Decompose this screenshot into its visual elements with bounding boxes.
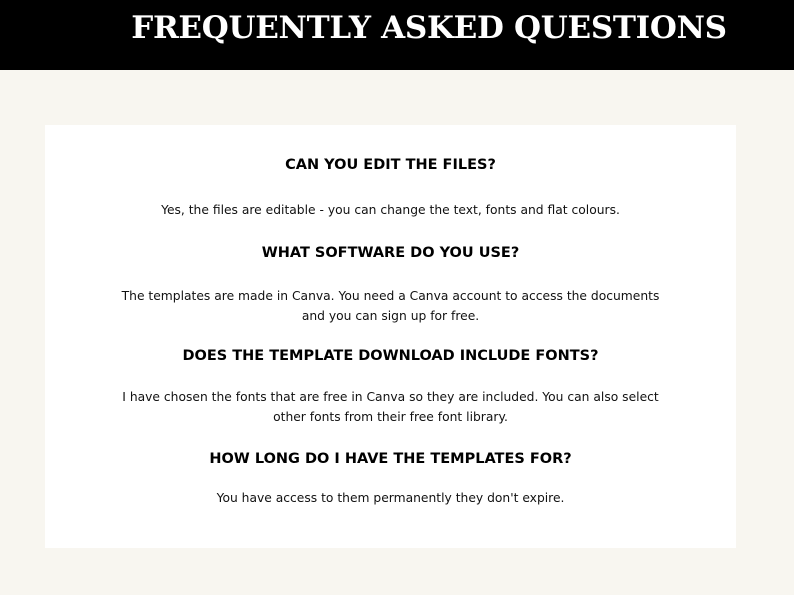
page-title: FREQUENTLY ASKED QUESTIONS: [131, 10, 727, 46]
page-header: [0, 0, 794, 70]
faq-answer-duration: [45, 488, 736, 508]
faq-card: [45, 125, 736, 548]
answer-line: I have chosen the fonts that are free in Canva so they are included. You can also select: [122, 390, 659, 404]
answer-line: other fonts from their free font library.: [273, 410, 508, 424]
faq-answer-software: [45, 286, 736, 326]
answer-line: and you can sign up for free.: [301, 309, 480, 323]
answer-line: Yes, the files are editable - you can change the text, fonts and flat colours.: [161, 203, 620, 217]
faq-answer-fonts: [45, 387, 736, 427]
faq-question-fonts: DOES THE TEMPLATE DOWNLOAD INCLUDE FONTS?: [182, 348, 599, 364]
answer-line: You have access to them permanently they don't expire.: [216, 491, 565, 505]
faq-question-edit-files: CAN YOU EDIT THE FILES?: [285, 157, 496, 173]
answer-line: The templates are made in Canva. You need a Canva account to access the documents: [121, 289, 660, 303]
faq-question-software: WHAT SOFTWARE DO YOU USE?: [261, 245, 520, 261]
faq-answer-edit-files: [45, 200, 736, 220]
faq-question-duration: HOW LONG DO I HAVE THE TEMPLATES FOR?: [209, 451, 572, 467]
